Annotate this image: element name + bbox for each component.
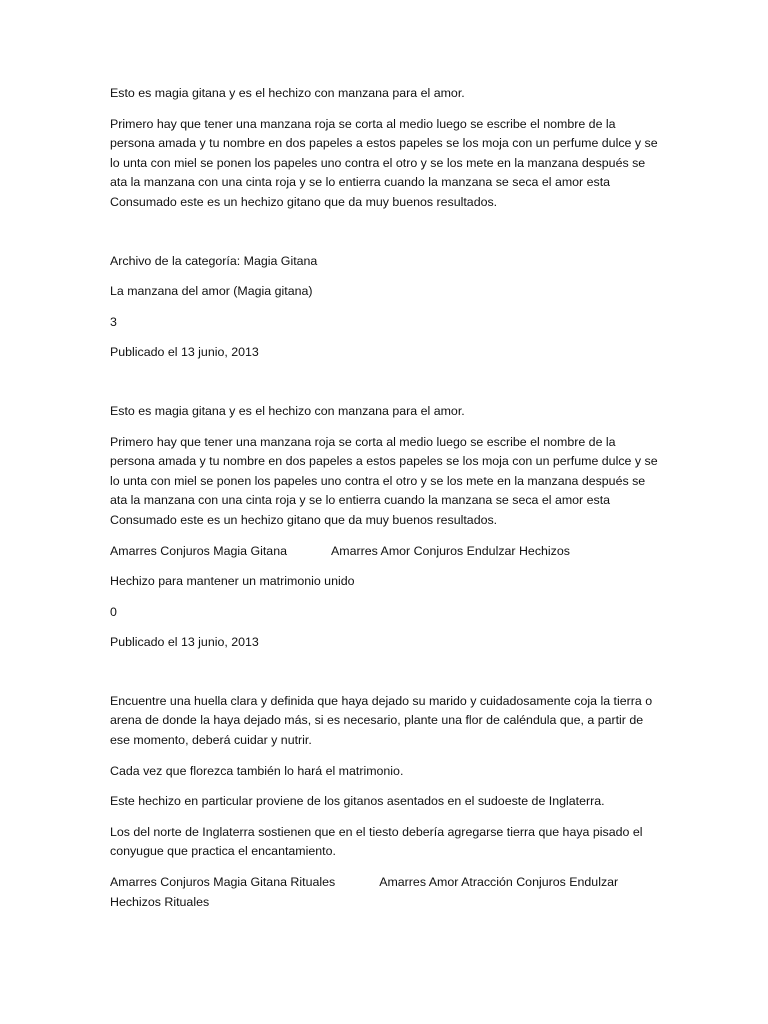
body-paragraph: Los del norte de Inglaterra sostienen que en el tiesto debería agregarse tierra que haya pisado el conyugue que practica el encantamiento. (110, 824, 643, 859)
post-categories: Amarres Conjuros Magia Gitana (110, 543, 287, 558)
post-date: Publicado el 13 junio, 2013 (110, 635, 259, 650)
post-title: La manzana del amor (Magia gitana) (110, 284, 313, 299)
post-title: Hechizo para mantener un matrimonio unido (110, 574, 355, 589)
body-paragraph: Este hechizo en particular proviene de los gitanos asentados en el sudoeste de Inglaterra. (110, 794, 605, 809)
spacer (110, 224, 662, 252)
spacer (110, 664, 662, 692)
body-paragraph: Cada vez que florezca también lo hará el matrimonio. (110, 763, 404, 778)
body-paragraph: Primero hay que tener una manzana roja se corta al medio luego se escribe el nombre de la persona amada y tu nombre en dos papeles a estos papeles se los moja con un perfume dulce y se lo unta con miel se ponen los papeles uno contra el otro y se los mete en la manzana después se ata la manzana con una cinta roja y se lo entierra cuando la manzana se seca el amor esta Consumado este es un hechizo gitano que da muy buenos resultados. (110, 434, 658, 527)
post-tags: Amarres Amor Conjuros Endulzar Hechizos (330, 543, 570, 558)
intro-paragraph: Esto es magia gitana y es el hechizo con manzana para el amor. (110, 86, 465, 100)
comment-count: 0 (110, 604, 117, 619)
body-paragraph: Encuentre una huella clara y definida que haya dejado su marido y cuidadosamente coja la tierra o arena de donde la haya dejado más, si es necesario, plante una flor de caléndula que, a partir de ese momento, deberá cuidar y nutrir. (110, 693, 653, 748)
spacer (110, 374, 662, 402)
body-paragraph: Primero hay que tener una manzana roja se corta al medio luego se escribe el nombre de la persona amada y tu nombre en dos papeles a estos papeles se los moja con un perfume dulce y se lo unta con miel se ponen los papeles uno contra el otro y se los mete en la manzana después se ata la manzana con una cinta roja y se lo entierra cuando la manzana se seca el amor esta Consumado este es un hechizo gitano que da muy buenos resultados. (110, 116, 658, 209)
post-taxonomy (110, 873, 662, 912)
comment-count: 3 (110, 314, 117, 329)
post-taxonomy (110, 542, 662, 562)
archive-category-line: Archivo de la categoría: Magia Gitana (110, 253, 318, 268)
intro-paragraph: Esto es magia gitana y es el hechizo con manzana para el amor. (110, 403, 465, 418)
post-categories: Amarres Conjuros Magia Gitana Rituales (110, 875, 336, 890)
document-page (110, 84, 662, 923)
post-date: Publicado el 13 junio, 2013 (110, 345, 259, 360)
post-tags: Amarres Amor Atracción Conjuros Endulzar Hechizos Rituales (110, 875, 619, 909)
